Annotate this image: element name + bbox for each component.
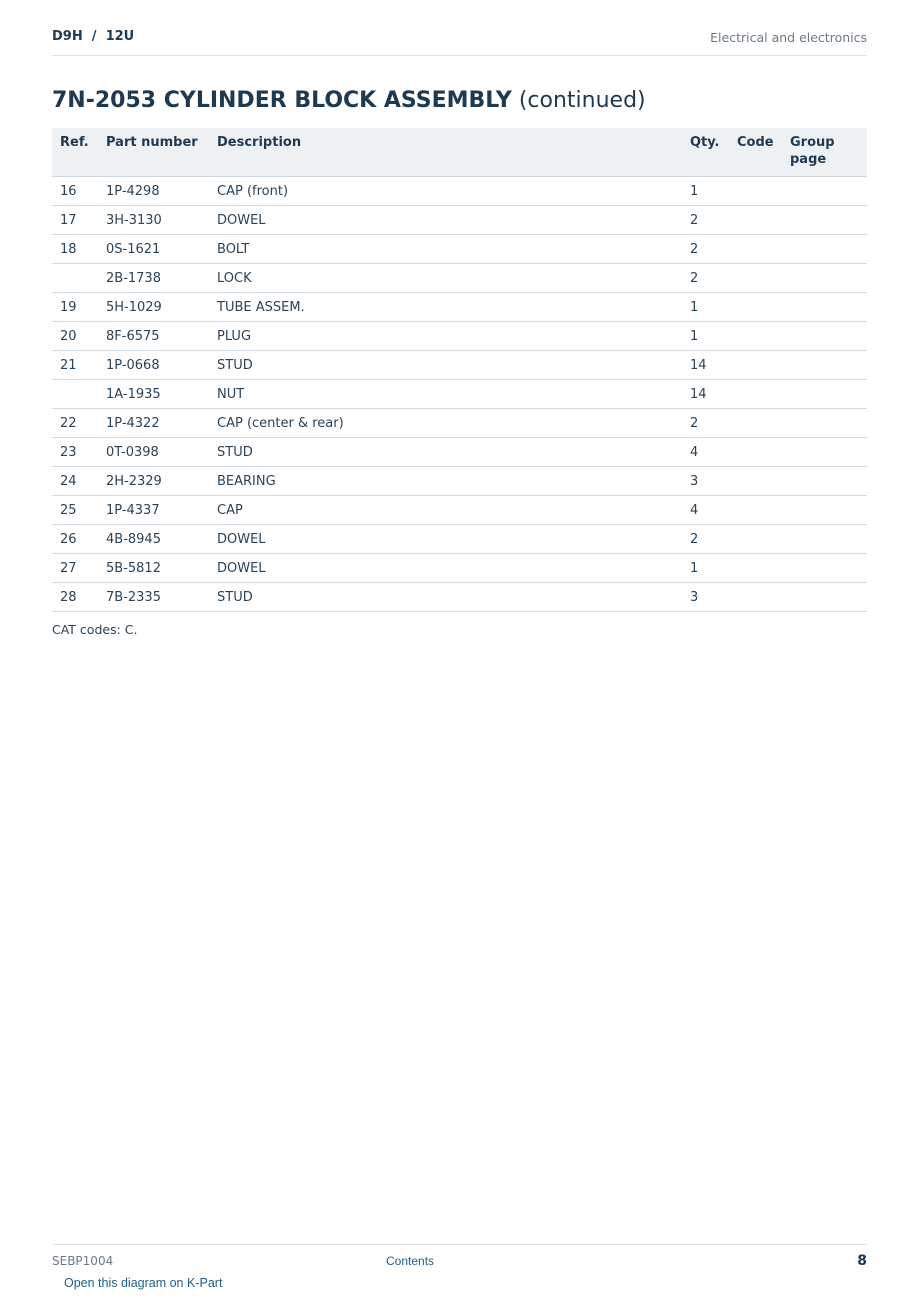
cell-description: STUD bbox=[209, 583, 682, 612]
cell-part-number: 1P-4322 bbox=[98, 409, 209, 438]
cell-group-page bbox=[782, 467, 867, 496]
cell-group-page bbox=[782, 293, 867, 322]
cell-group-page bbox=[782, 380, 867, 409]
cell-ref: 20 bbox=[52, 322, 98, 351]
cell-ref: 18 bbox=[52, 235, 98, 264]
cell-code bbox=[729, 583, 782, 612]
cell-qty: 3 bbox=[682, 467, 729, 496]
cell-code bbox=[729, 322, 782, 351]
assembly-title-main: 7N-2053 CYLINDER BLOCK ASSEMBLY bbox=[52, 88, 512, 113]
cell-group-page bbox=[782, 438, 867, 467]
cell-qty: 4 bbox=[682, 496, 729, 525]
cell-description: STUD bbox=[209, 438, 682, 467]
cell-part-number: 0T-0398 bbox=[98, 438, 209, 467]
table-header-row bbox=[52, 128, 867, 177]
cell-ref: 22 bbox=[52, 409, 98, 438]
parts-table bbox=[52, 128, 867, 612]
cell-qty: 2 bbox=[682, 409, 729, 438]
cell-part-number: 1A-1935 bbox=[98, 380, 209, 409]
cell-part-number: 1P-4337 bbox=[98, 496, 209, 525]
table-row bbox=[52, 467, 867, 496]
cell-qty: 1 bbox=[682, 322, 729, 351]
table-row bbox=[52, 583, 867, 612]
cell-qty: 1 bbox=[682, 293, 729, 322]
cell-code bbox=[729, 264, 782, 293]
cell-part-number: 1P-4298 bbox=[98, 177, 209, 206]
cell-description: DOWEL bbox=[209, 525, 682, 554]
table-row bbox=[52, 235, 867, 264]
table-row bbox=[52, 438, 867, 467]
cell-qty: 14 bbox=[682, 380, 729, 409]
cell-code bbox=[729, 293, 782, 322]
document-id: SEBP1004 bbox=[52, 1254, 114, 1268]
cell-code bbox=[729, 467, 782, 496]
cell-ref: 28 bbox=[52, 583, 98, 612]
assembly-title bbox=[52, 88, 646, 113]
cell-group-page bbox=[782, 206, 867, 235]
cell-qty: 2 bbox=[682, 206, 729, 235]
cell-description: DOWEL bbox=[209, 206, 682, 235]
cell-part-number: 5B-5812 bbox=[98, 554, 209, 583]
cell-code bbox=[729, 438, 782, 467]
cell-qty: 14 bbox=[682, 351, 729, 380]
table-row bbox=[52, 177, 867, 206]
cell-qty: 1 bbox=[682, 177, 729, 206]
table-row bbox=[52, 264, 867, 293]
cell-code bbox=[729, 206, 782, 235]
header-ref: Ref. bbox=[52, 128, 98, 177]
cell-ref: 16 bbox=[52, 177, 98, 206]
contents-link[interactable]: Contents bbox=[386, 1254, 435, 1268]
cell-description: CAP (center & rear) bbox=[209, 409, 682, 438]
cell-ref bbox=[52, 380, 98, 409]
cell-group-page bbox=[782, 409, 867, 438]
table-row bbox=[52, 322, 867, 351]
page-number: 8 bbox=[857, 1253, 867, 1269]
cell-code bbox=[729, 409, 782, 438]
header-description: Description bbox=[209, 128, 682, 177]
cell-group-page bbox=[782, 322, 867, 351]
cell-ref: 21 bbox=[52, 351, 98, 380]
cell-group-page bbox=[782, 583, 867, 612]
cell-ref: 24 bbox=[52, 467, 98, 496]
cell-part-number: 8F-6575 bbox=[98, 322, 209, 351]
table-row bbox=[52, 293, 867, 322]
cell-description: NUT bbox=[209, 380, 682, 409]
cell-description: STUD bbox=[209, 351, 682, 380]
page-header bbox=[52, 28, 867, 56]
table-row bbox=[52, 409, 867, 438]
cell-description: LOCK bbox=[209, 264, 682, 293]
cell-part-number: 3H-3130 bbox=[98, 206, 209, 235]
cell-part-number: 1P-0668 bbox=[98, 351, 209, 380]
cell-code bbox=[729, 177, 782, 206]
cell-description: BEARING bbox=[209, 467, 682, 496]
cell-ref bbox=[52, 264, 98, 293]
cell-ref: 17 bbox=[52, 206, 98, 235]
cell-part-number: 7B-2335 bbox=[98, 583, 209, 612]
cell-qty: 4 bbox=[682, 438, 729, 467]
cell-description: PLUG bbox=[209, 322, 682, 351]
cat-codes-note: CAT codes: C. bbox=[52, 622, 138, 637]
cell-part-number: 0S-1621 bbox=[98, 235, 209, 264]
cell-code bbox=[729, 554, 782, 583]
table-row bbox=[52, 351, 867, 380]
table-row bbox=[52, 496, 867, 525]
header-part-number: Part number bbox=[98, 128, 209, 177]
cell-code bbox=[729, 525, 782, 554]
cell-description: BOLT bbox=[209, 235, 682, 264]
cell-part-number: 4B-8945 bbox=[98, 525, 209, 554]
cell-code bbox=[729, 351, 782, 380]
cell-group-page bbox=[782, 525, 867, 554]
table-row bbox=[52, 554, 867, 583]
cell-group-page bbox=[782, 496, 867, 525]
table-row bbox=[52, 380, 867, 409]
cell-group-page bbox=[782, 235, 867, 264]
cell-ref: 25 bbox=[52, 496, 98, 525]
header-group-page: Group page bbox=[782, 128, 867, 177]
header-code: Code bbox=[729, 128, 782, 177]
cell-code bbox=[729, 235, 782, 264]
cell-ref: 27 bbox=[52, 554, 98, 583]
cell-description: CAP bbox=[209, 496, 682, 525]
open-kpart-link[interactable]: Open this diagram on K-Part bbox=[64, 1276, 223, 1290]
cell-ref: 19 bbox=[52, 293, 98, 322]
cell-group-page bbox=[782, 177, 867, 206]
cell-group-page bbox=[782, 554, 867, 583]
cell-code bbox=[729, 496, 782, 525]
parts-table-body bbox=[52, 177, 867, 612]
cell-group-page bbox=[782, 264, 867, 293]
model-label: D9H / 12U bbox=[52, 29, 135, 44]
cell-description: TUBE ASSEM. bbox=[209, 293, 682, 322]
cell-part-number: 2B-1738 bbox=[98, 264, 209, 293]
cell-part-number: 5H-1029 bbox=[98, 293, 209, 322]
cell-ref: 23 bbox=[52, 438, 98, 467]
cell-qty: 2 bbox=[682, 235, 729, 264]
cell-description: DOWEL bbox=[209, 554, 682, 583]
cell-code bbox=[729, 380, 782, 409]
cell-group-page bbox=[782, 351, 867, 380]
header-qty: Qty. bbox=[682, 128, 729, 177]
section-name: Electrical and electronics bbox=[710, 30, 867, 45]
cell-qty: 2 bbox=[682, 525, 729, 554]
table-row bbox=[52, 525, 867, 554]
assembly-title-suffix: (continued) bbox=[518, 88, 646, 113]
cell-ref: 26 bbox=[52, 525, 98, 554]
cell-qty: 3 bbox=[682, 583, 729, 612]
table-row bbox=[52, 206, 867, 235]
cell-qty: 1 bbox=[682, 554, 729, 583]
cell-part-number: 2H-2329 bbox=[98, 467, 209, 496]
cell-qty: 2 bbox=[682, 264, 729, 293]
cell-description: CAP (front) bbox=[209, 177, 682, 206]
